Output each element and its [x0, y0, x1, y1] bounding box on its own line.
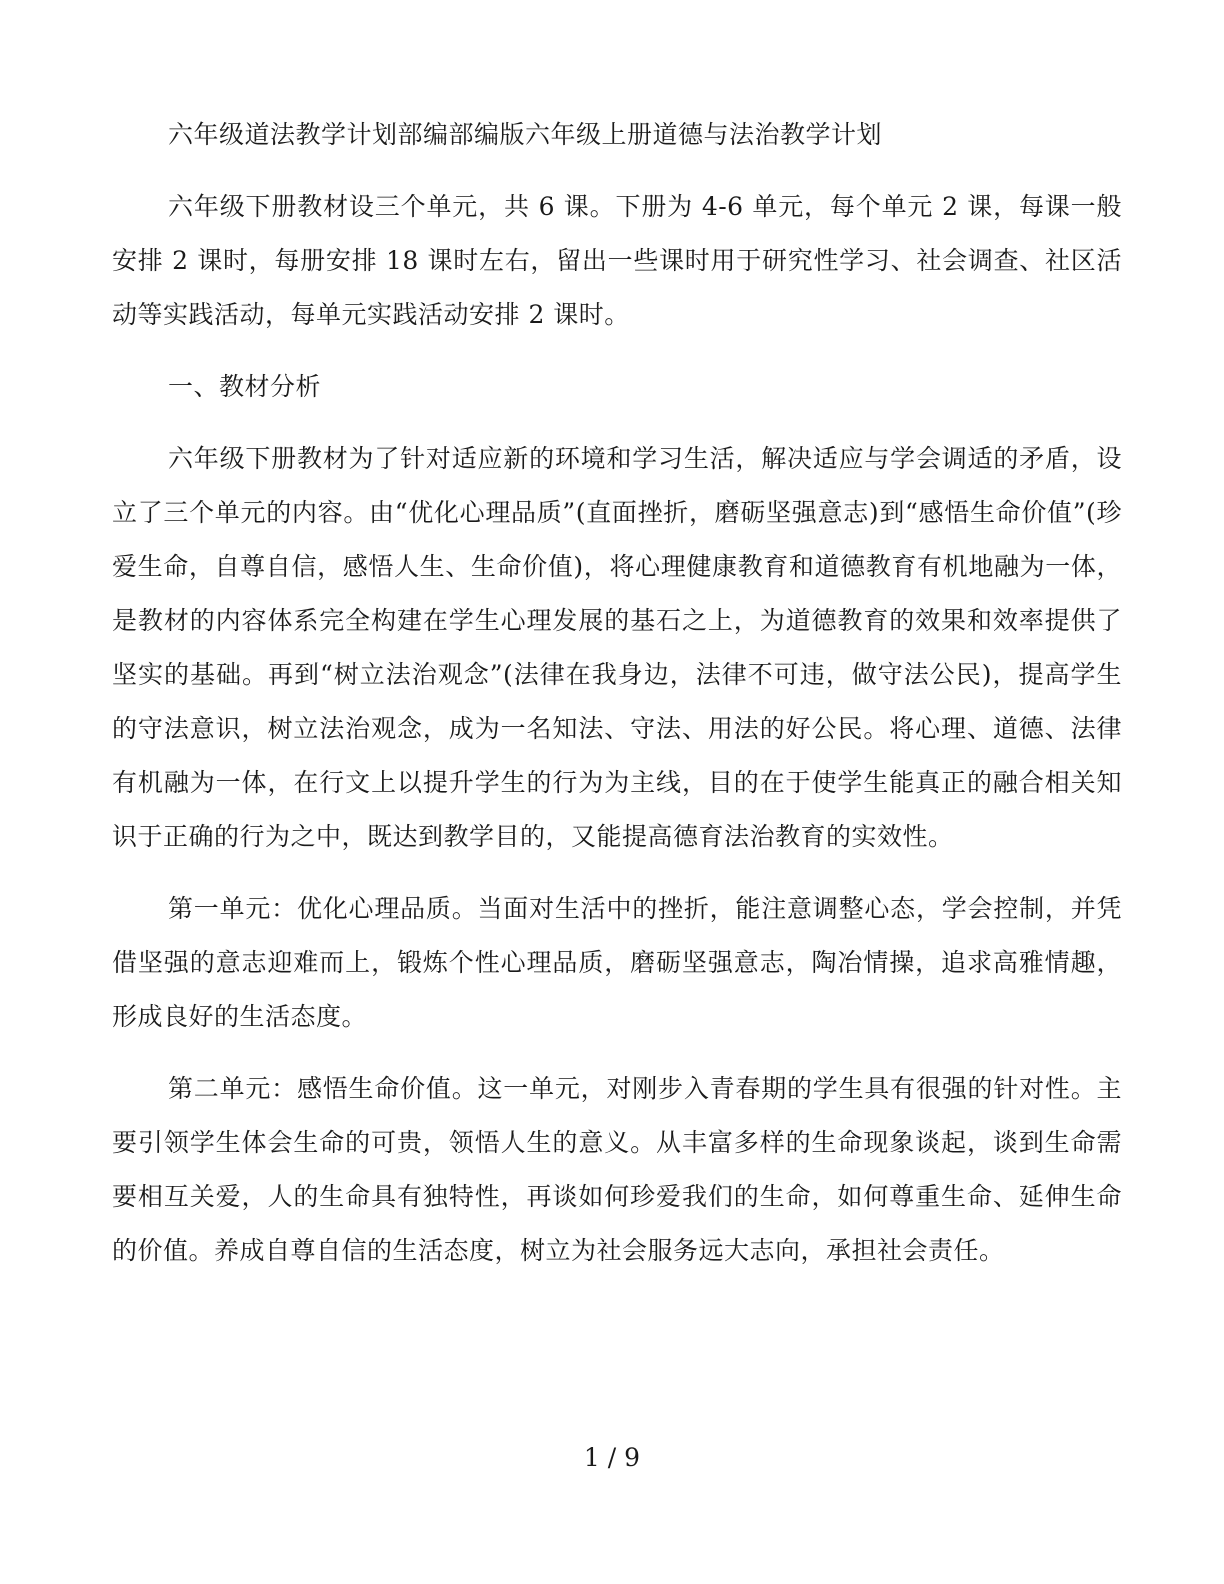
intro-paragraph: 六年级下册教材设三个单元，共 6 课。下册为 4-6 单元，每个单元 2 课，每课一般安排 2 课时，每册安排 18 课时左右，留出一些课时用于研究性学习、社会调查、社区活动等实践活动，每单元实践活动安排 2 课时。	[112, 192, 1122, 329]
section-heading: 一、教材分析	[168, 372, 322, 401]
unit-two-paragraph: 第二单元：感悟生命价值。这一单元，对刚步入青春期的学生具有很强的针对性。主要引领学生体会生命的可贵，领悟人生的意义。从丰富多样的生命现象谈起，谈到生命需要相互关爱，人的生命具有独特性，再谈如何珍爱我们的生命，如何尊重生命、延伸生命的价值。养成自尊自信的生活态度，树立为社会服务远大志向，承担社会责任。	[112, 1074, 1122, 1265]
document-title: 六年级道法教学计划部编部编版六年级上册道德与法治教学计划	[168, 120, 883, 149]
document-body	[112, 108, 1122, 1296]
analysis-paragraph: 六年级下册教材为了针对适应新的环境和学习生活，解决适应与学会调适的矛盾，设立了三个单元的内容。由“优化心理品质”(直面挫折，磨砺坚强意志)到“感悟生命价值”(珍爱生命，自尊自信，感悟人生、生命价值)，将心理健康教育和道德教育有机地融为一体，是教材的内容体系完全构建在学生心理发展的基石之上，为道德教育的效果和效率提供了坚实的基础。再到“树立法治观念”(法律在我身边，法律不可违，做守法公民)，提高学生的守法意识，树立法治观念，成为一名知法、守法、用法的好公民。将心理、道德、法律有机融为一体，在行文上以提升学生的行为为主线，目的在于使学生能真正的融合相关知识于正确的行为之中，既达到教学目的，又能提高德育法治教育的实效性。	[112, 444, 1122, 851]
page-number: 1 / 9	[583, 1443, 641, 1472]
unit-one-paragraph: 第一单元：优化心理品质。当面对生活中的挫折，能注意调整心态，学会控制，并凭借坚强的意志迎难而上，锻炼个性心理品质，磨砺坚强意志，陶冶情操，追求高雅情趣，形成良好的生活态度。	[112, 894, 1122, 1031]
